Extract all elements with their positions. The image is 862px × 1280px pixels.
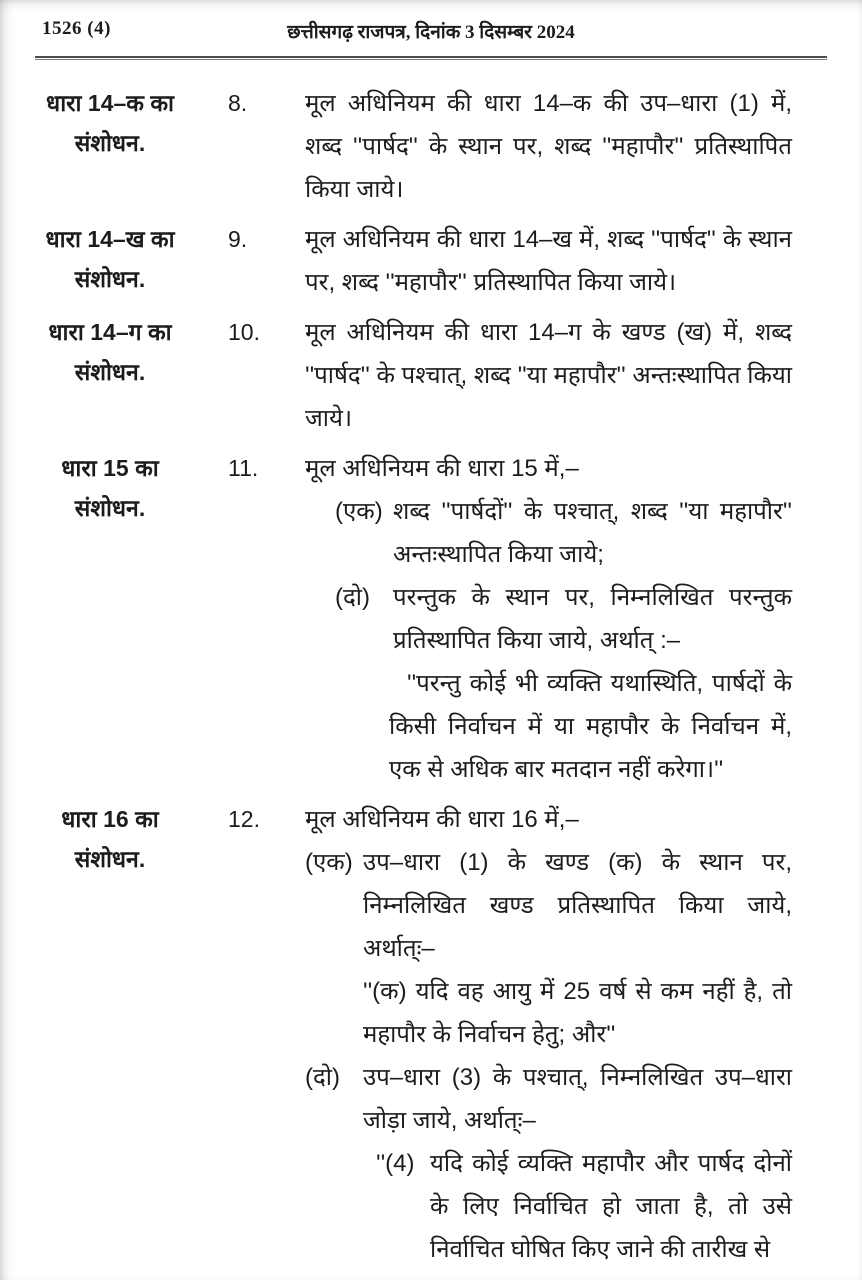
amendment-list [35, 60, 792, 1271]
amendment-item-11 [35, 447, 792, 791]
sub-clause-do [335, 576, 792, 662]
paragraph: मूल अधिनियम की धारा 14–ग के खण्ड (ख) में, शब्द ''पार्षद'' के पश्चात्, शब्द ''या महापौर'' अन्तःस्थापित किया जाये। [305, 319, 793, 432]
item-body [305, 447, 792, 791]
quoted-subsection-4 [376, 1142, 792, 1271]
clause-marker: (एक) [335, 498, 383, 525]
margin-note-line1: धारा 14–क का [46, 90, 174, 116]
margin-note-line1: धारा 16 का [61, 806, 159, 832]
clause-marker: (एक) [305, 849, 353, 876]
page-number: 1526 (4) [42, 18, 111, 39]
item-number: 10. [228, 319, 260, 345]
sub-clause-ek [335, 490, 792, 576]
item-body [305, 311, 792, 440]
clause-text: उप–धारा (3) के पश्चात्, निम्नलिखित उप–धारा जोड़ा जाये, अर्थात्ः– [363, 1064, 792, 1134]
quoted-proviso: ''परन्तु कोई भी व्यक्ति यथास्थिति, पार्षदों के किसी निर्वाचन में या महापौर के निर्वाचन में, एक से अधिक बार मतदान नहीं करेगा।'' [389, 670, 792, 783]
item-number: 12. [228, 806, 260, 832]
item-number: 9. [228, 226, 248, 252]
margin-note-line2: संशोधन. [74, 846, 146, 872]
item-body [305, 218, 792, 304]
margin-note-line2: संशोधन. [74, 266, 146, 292]
margin-note-line2: संशोधन. [74, 130, 146, 156]
quoted-clause-ka: ''(क) यदि वह आयु में 25 वर्ष से कम नहीं है, तो महापौर के निर्वाचन हेतु; और'' [363, 978, 792, 1048]
margin-note [35, 218, 185, 299]
quote-marker: ''(4) [376, 1150, 415, 1177]
paragraph-intro: मूल अधिनियम की धारा 15 में,– [305, 455, 579, 482]
amendment-item-8 [35, 82, 792, 211]
clause-marker: (दो) [305, 1064, 340, 1091]
quote-text: यदि कोई व्यक्ति महापौर और पार्षद दोनों के लिए निर्वाचित हो जाता है, तो उसे निर्वाचित घोषित किए जाने की तारीख से [430, 1150, 792, 1263]
margin-note-line2: संशोधन. [74, 495, 146, 521]
clause-text: शब्द ''पार्षदों'' के पश्चात्, शब्द ''या महापौर'' अन्तःस्थापित किया जाये; [393, 498, 792, 568]
margin-note [35, 82, 185, 163]
paragraph: मूल अधिनियम की धारा 14–ख में, शब्द ''पार्षद'' के स्थान पर, शब्द ''महापौर'' प्रतिस्थापित किया जाये। [305, 226, 792, 296]
page-header [35, 12, 792, 44]
amendment-item-10 [35, 311, 792, 440]
clause-marker: (दो) [335, 584, 370, 611]
margin-note-line1: धारा 14–ख का [45, 226, 175, 252]
margin-note [35, 311, 185, 392]
item-number: 11. [228, 455, 259, 481]
paragraph-intro: मूल अधिनियम की धारा 16 में,– [305, 806, 579, 833]
margin-note-line1: धारा 14–ग का [48, 319, 172, 345]
item-body [305, 82, 792, 211]
sub-clause-ek [305, 841, 792, 970]
margin-note [35, 798, 185, 879]
amendment-item-12 [35, 798, 792, 1271]
margin-note-line2: संशोधन. [74, 359, 146, 385]
clause-text: उप–धारा (1) के खण्ड (क) के स्थान पर, निम्नलिखित खण्ड प्रतिस्थापित किया जाये, अर्थात्ः– [363, 849, 792, 962]
margin-note-line1: धारा 15 का [61, 455, 159, 481]
clause-text: परन्तुक के स्थान पर, निम्नलिखित परन्तुक प्रतिस्थापित किया जाये, अर्थात् :– [393, 584, 792, 654]
amendment-item-9 [35, 218, 792, 304]
item-body [305, 798, 792, 1271]
paragraph: मूल अधिनियम की धारा 14–क की उप–धारा (1) में, शब्द ''पार्षद'' के स्थान पर, शब्द ''महापौर'' प्रतिस्थापित किया जाये। [305, 90, 792, 203]
gazette-title: छत्तीसगढ़ राजपत्र, दिनांक 3 दिसम्बर 2024 [287, 22, 575, 43]
margin-note [35, 447, 185, 528]
item-number: 8. [228, 90, 248, 116]
sub-clause-do [305, 1056, 792, 1142]
